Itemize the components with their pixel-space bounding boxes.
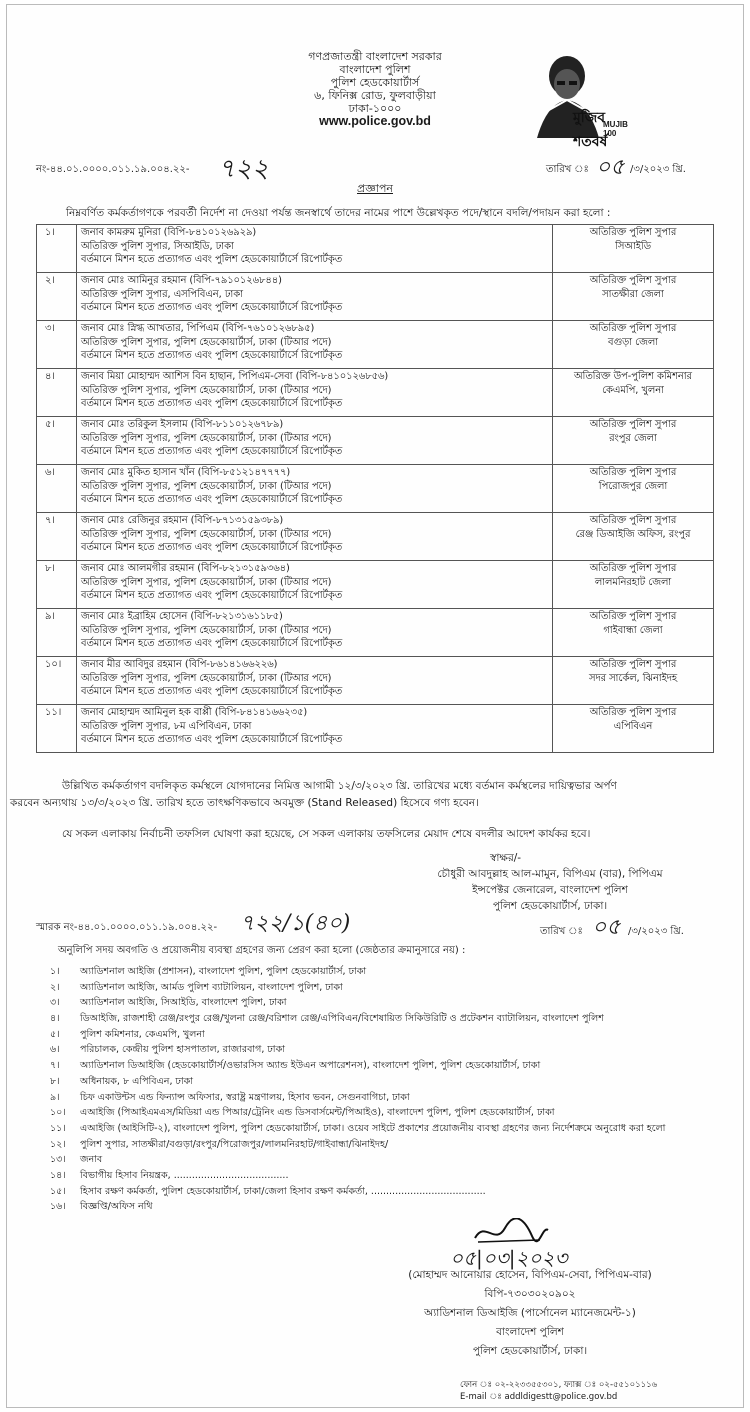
cc-item-number: ১৪। xyxy=(50,1169,66,1181)
signer2-office: পুলিশ হেডকোয়ার্টার্স, ঢাকা। xyxy=(472,1345,588,1357)
contact-email[interactable]: E-mail ঃ addldigestt@police.gov.bd xyxy=(460,1392,618,1402)
org-name: বাংলাদেশ পুলিশ xyxy=(339,63,411,76)
signer-name: চৌধুরী আবদুল্লাহ আল-মামুন, বিপিএম (বার), পিপিএম xyxy=(437,868,663,880)
signer2-bp: বিপি-৭৩০৩০২০৯০২ xyxy=(484,1288,576,1300)
cc-item xyxy=(50,995,710,1011)
officer-details xyxy=(77,465,553,513)
officer-details xyxy=(77,513,553,561)
contact-phone: ফোন ঃ ০২-২২৩৩৫৫৩০১, ফ্যাক্স ঃ ০২-৫৫১০১১১৬ xyxy=(460,1380,658,1390)
cc-item-text: বিজ্ঞপ্তি/অফিস নথি xyxy=(80,1201,153,1213)
officer-note: বর্তমানে মিশন হতে প্রত্যাগত এবং পুলিশ হেডকোয়ার্টার্সে রিপোর্টকৃত xyxy=(81,350,343,361)
letterhead xyxy=(0,50,750,128)
destination-place: সিআইডি xyxy=(615,240,651,252)
notice-title: প্রজ্ঞাপন xyxy=(357,182,393,195)
destination-post: অতিরিক্ত পুলিশ সুপার xyxy=(589,707,677,718)
officer-name: জনাব মোঃ রেজিনুর রহমান (বিপি-৮৭১৩১৫৯৩৮৯) xyxy=(81,515,284,526)
officer-post: অতিরিক্ত পুলিশ সুপার, পুলিশ হেডকোয়ার্টার্স, ঢাকা (টিআর পদে) xyxy=(81,384,332,396)
signer2-org: বাংলাদেশ পুলিশ xyxy=(496,1326,564,1338)
cc-item-text: পুলিশ সুপার, সাতক্ষীরা/বগুড়া/রংপুর/পিরোজপুর/লালমনিরহাট/গাইবান্ধা/ঝিনাইদহ/ xyxy=(80,1138,389,1150)
cc-item xyxy=(50,1011,710,1027)
signer2-name: (মোহাম্মদ আনোয়ার হোসেন, বিপিএম-সেবা, পিপিএম-বার) xyxy=(408,1269,652,1281)
cc-item-text: ডিআইজি, রাজশাহী রেঞ্জ/রংপুর রেঞ্জ/খুলনা রেঞ্জ/বরিশাল রেঞ্জ/এপিবিএন/বিশেষায়িত সিকিউরিটি ও প্রটেকশন ব্যাটালিয়ন, বাংলাদেশ পুলিশ xyxy=(80,1013,604,1025)
officer-name: জনাব মোঃ আমিনুর রহমান (বিপি-৭৯১০১২৬৮৪৪) xyxy=(81,275,282,286)
handwritten-memo-no: ৭২২/১(৪০) xyxy=(240,911,351,936)
destination xyxy=(553,705,714,753)
release-text-2: করবেন অন্যথায় ১৩/৩/২০২৩ খ্রি. তারিখ হতে তাৎক্ষণিকভাবে অবমুক্ত (Stand Released) হিসেবে গণ্য হবেন। xyxy=(10,797,479,809)
officer-note: বর্তমানে মিশন হতে প্রত্যাগত এবং পুলিশ হেডকোয়ার্টার্সে রিপোর্টকৃত xyxy=(81,638,343,649)
logo-text: মুজিব শতবর্ষ xyxy=(573,110,608,150)
serial-no: ৫। xyxy=(37,417,77,465)
cc-item xyxy=(50,1152,710,1168)
serial-no: ২। xyxy=(37,273,77,321)
officer-name: জনাব মোঃ স্নিগ্ধ আখতার, পিপিএম (বিপি-৭৬১০১২৬৮৯৫) xyxy=(81,323,315,334)
destination-post: অতিরিক্ত পুলিশ সুপার xyxy=(589,227,677,238)
destination xyxy=(553,321,714,369)
officer-note: বর্তমানে মিশন হতে প্রত্যাগত এবং পুলিশ হেডকোয়ার্টার্সে রিপোর্টকৃত xyxy=(81,254,343,265)
officer-post: অতিরিক্ত পুলিশ সুপার, পুলিশ হেডকোয়ার্টার্স, ঢাকা (টিআর পদে) xyxy=(81,576,332,588)
signature-block-1 xyxy=(400,850,700,914)
memo-number: স্মারক নং-৪৪.০১.০০০০.০১১.১৯.০০৪.২২- xyxy=(36,922,218,933)
officer-note: বর্তমানে মিশন হতে প্রত্যাগত এবং পুলিশ হেডকোয়ার্টার্সে রিপোর্টকৃত xyxy=(81,542,343,553)
city-line: ঢাকা-১০০০ xyxy=(348,102,402,115)
cc-item xyxy=(50,1199,710,1215)
transfer-row xyxy=(37,561,714,609)
officer-details xyxy=(77,657,553,705)
cc-item-number: ৭। xyxy=(50,1060,60,1072)
officer-note: বর্তমানে মিশন হতে প্রত্যাগত এবং পুলিশ হেডকোয়ার্টার্সে রিপোর্টকৃত xyxy=(81,590,343,601)
destination-post: অতিরিক্ত পুলিশ সুপার xyxy=(589,659,677,670)
cc-item xyxy=(50,1058,710,1074)
transfer-table xyxy=(36,224,714,753)
destination-post: অতিরিক্ত পুলিশ সুপার xyxy=(589,275,677,286)
officer-note: বর্তমানে মিশন হতে প্রত্যাগত এবং পুলিশ হেডকোয়ার্টার্সে রিপোর্টকৃত xyxy=(81,302,343,313)
officer-note: বর্তমানে মিশন হতে প্রত্যাগত এবং পুলিশ হেডকোয়ার্টার্সে রিপোর্টকৃত xyxy=(81,686,343,697)
cc-item-text: পরিচালক, কেন্দ্রীয় পুলিশ হাসপাতাল, রাজারবাগ, ঢাকা xyxy=(80,1044,285,1056)
officer-name: জনাব মিয়া মোহাম্মদ আশিস বিন হাছান, পিপিএম-সেবা (বিপি-৮৪১০১২৬৮৫৬) xyxy=(81,371,389,382)
officer-details xyxy=(77,609,553,657)
transfer-row xyxy=(37,321,714,369)
transfer-row xyxy=(37,513,714,561)
address-line: ৬, ফিনিক্স রোড, ফুলবাড়ীয়া xyxy=(314,89,436,102)
cc-item-number: ৬। xyxy=(50,1044,60,1056)
cc-item-number: ১। xyxy=(50,966,60,977)
officer-details xyxy=(77,369,553,417)
date-rest: /৩/২০২৩ খ্রি. xyxy=(630,164,686,175)
signer2-title: অ্যাডিশনাল ডিআইজি (পার্সোনেল ম্যানেজমেন্ট-১) xyxy=(424,1307,636,1319)
release-text-1: উল্লিখিত কর্মকর্তাগণ বদলিকৃত কর্মস্থলে যোগদানের নিমিত্ত আগামী ১২/৩/২০২৩ খ্রি. তারিখের মধ্যে বর্তমান কর্মস্থলের দায়িত্বভার অর্পণ xyxy=(62,780,617,792)
officer-details xyxy=(77,561,553,609)
cc-item-text: অ্যাডিশনাল ডিআইজি (হেডকোয়ার্টার্স/ওভারসিস অ্যান্ড ইউএন অপারেশনস), বাংলাদেশ পুলিশ, পুলিশ হেডকোয়ার্টার্স, ঢাকা xyxy=(80,1060,541,1072)
govt-name: গণপ্রজাতন্ত্রী বাংলাদেশ সরকার xyxy=(308,50,442,63)
cc-item-text: বিভাগীয় হিসাব নিয়ন্ত্রক, ...................................... xyxy=(80,1169,289,1181)
officer-post: অতিরিক্ত পুলিশ সুপার, পুলিশ হেডকোয়ার্টার্স, ঢাকা (টিআর পদে) xyxy=(81,528,332,540)
signer-title: ইন্সপেক্টর জেনারেল, বাংলাদেশ পুলিশ xyxy=(472,884,628,896)
cc-item xyxy=(50,1137,710,1153)
cc-item-text: চিফ একাউন্টস এন্ড ফিন্যান্স অফিসার, স্বরাষ্ট্র মন্ত্রণালয়, হিসাব ভবন, সেগুনবাগিচা, ঢাকা xyxy=(80,1091,410,1103)
memo-date-rest: /৩/২০২৩ খ্রি. xyxy=(628,926,684,937)
destination-place: বগুড়া জেলা xyxy=(608,336,658,348)
officer-post: অতিরিক্ত পুলিশ সুপার, পুলিশ হেডকোয়ার্টার্স, ঢাকা (টিআর পদে) xyxy=(81,672,332,684)
officer-details xyxy=(77,705,553,753)
reference-number: নং-৪৪.০১.০০০০.০১১.১৯.০০৪.২২- xyxy=(36,164,190,175)
cc-item xyxy=(50,980,710,996)
officer-note: বর্তমানে মিশন হতে প্রত্যাগত এবং পুলিশ হেডকোয়ার্টার্সে রিপোর্টকৃত xyxy=(81,398,343,409)
destination xyxy=(553,369,714,417)
signed-mark: স্বাক্ষর/- xyxy=(490,852,522,864)
cc-list xyxy=(50,964,710,1215)
officer-note: বর্তমানে মিশন হতে প্রত্যাগত এবং পুলিশ হেডকোয়ার্টার্সে রিপোর্টকৃত xyxy=(81,734,343,745)
officer-details xyxy=(77,273,553,321)
cc-item-text: এআইজি (আইসিটি-২), বাংলাদেশ পুলিশ, পুলিশ হেডকোয়ার্টার্স, ঢাকা। ওয়েব সাইটে প্রকাশের প্রয়োজনীয় ব্যবস্থা গ্রহণের জন্য নির্দেশক্রমে অনুরোধ করা হলো xyxy=(80,1122,666,1134)
serial-no: ৮। xyxy=(37,561,77,609)
serial-no: ১০। xyxy=(37,657,77,705)
cc-item xyxy=(50,1184,710,1200)
cc-item-number: ৫। xyxy=(50,1028,60,1040)
cc-item xyxy=(50,1105,710,1121)
cc-item-text: অ্যাডিশনাল আইজি (প্রশাসন), বাংলাদেশ পুলিশ, পুলিশ হেডকোয়ার্টার্স, ঢাকা xyxy=(80,966,367,977)
release-paragraph xyxy=(10,778,716,812)
officer-post: অতিরিক্ত পুলিশ সুপার, ৮ম এপিবিএন, ঢাকা xyxy=(81,720,252,732)
cc-item-number: ২। xyxy=(50,981,60,993)
transfer-row xyxy=(37,417,714,465)
serial-no: ৩। xyxy=(37,321,77,369)
destination-place: রংপুর জেলা xyxy=(609,432,657,444)
destination xyxy=(553,225,714,273)
serial-no: ১। xyxy=(37,225,77,273)
officer-name: জনাব মোঃ ইব্রাহিম হোসেন (বিপি-৮২১৩১৬১১৮৫) xyxy=(81,611,283,622)
transfer-row xyxy=(37,273,714,321)
transfer-row xyxy=(37,369,714,417)
destination-place: সাতক্ষীরা জেলা xyxy=(602,288,664,300)
mujib-100-logo xyxy=(527,48,635,150)
transfer-row xyxy=(37,609,714,657)
serial-no: ৯। xyxy=(37,609,77,657)
cc-item-number: ৪। xyxy=(50,1013,60,1025)
officer-post: অতিরিক্ত পুলিশ সুপার, এসপিবিএন, ঢাকা xyxy=(81,288,243,300)
officer-name: জনাব মোহাম্মদ আমিনুল হক বাপ্পী (বিপি-৮৪১৪১৬৬২৩৫) xyxy=(81,707,308,718)
destination-place: সদর সার্কেল, ঝিনাইদহ xyxy=(588,672,678,684)
destination-post: অতিরিক্ত পুলিশ সুপার xyxy=(589,563,677,574)
transfer-row xyxy=(37,465,714,513)
officer-note: বর্তমানে মিশন হতে প্রত্যাগত এবং পুলিশ হেডকোয়ার্টার্সে রিপোর্টকৃত xyxy=(81,494,343,505)
officer-post: অতিরিক্ত পুলিশ সুপার, পুলিশ হেডকোয়ার্টার্স, ঢাকা (টিআর পদে) xyxy=(81,432,332,444)
destination-place: লালমনিরহাট জেলা xyxy=(594,576,672,588)
cc-item-text: অ্যাডিশনাল আইজি, সিআইডি, বাংলাদেশ পুলিশ, ঢাকা xyxy=(80,997,287,1009)
election-paragraph: যে সকল এলাকায় নির্বাচনী তফসিল ঘোষণা করা হয়েছে, সে সকল এলাকায় তফসিলের মেয়াদ শেষে বদলীর আদেশ কার্যকর হবে। xyxy=(62,828,591,840)
officer-name: জনাব মোঃ মুকিত হাসান খাঁন (বিপি-৮৫১২১৪৭৭৭৭) xyxy=(81,467,291,478)
cc-item-text: হিসাব রক্ষণ কর্মকর্তা, পুলিশ হেডকোয়ার্টার্স, ঢাকা/জেলা হিসাব রক্ষণ কর্মকর্তা, ...................................... xyxy=(80,1185,486,1197)
memo-date-day: ০৫ xyxy=(592,915,621,940)
destination-post: অতিরিক্ত পুলিশ সুপার xyxy=(589,323,677,334)
cc-item-text: এআইজি (পিআইএমএস/মিডিয়া এন্ড পিআর/ট্রেনিং এন্ড ডিসবার্সমেন্ট/পিআইও), বাংলাদেশ পুলিশ, পুলিশ হেডকোয়ার্টার্স, ঢাকা xyxy=(80,1107,555,1119)
date-label: তারিখ ঃ xyxy=(546,164,589,175)
cc-item xyxy=(50,1074,710,1090)
transfer-row xyxy=(37,225,714,273)
cc-item-text: অ্যাডিশনাল আইজি, আর্মড পুলিশ ব্যাটালিয়ন, বাংলাদেশ পুলিশ, ঢাকা xyxy=(80,981,343,993)
officer-details xyxy=(77,321,553,369)
intro-text: নিম্নবর্ণিত কর্মকর্তাগণকে পরবর্তী নির্দেশ না দেওয়া পর্যন্ত জনস্বার্থে তাদের নামের পাশে উল্লেখকৃত পদে/স্থানে বদলি/পদায়ন করা হলো : xyxy=(66,207,611,219)
cc-item-number: ১০। xyxy=(50,1107,66,1119)
officer-post: অতিরিক্ত পুলিশ সুপার, পুলিশ হেডকোয়ার্টার্স, ঢাকা (টিআর পদে) xyxy=(81,336,332,348)
cc-intro: অনুলিপি সদয় অবগতি ও প্রয়োজনীয় ব্যবস্থা গ্রহণের জন্য প্রেরণ করা হলো (জেষ্ঠতার ক্রমানুসারে নয়) : xyxy=(58,945,466,956)
cc-item-number: ৮। xyxy=(50,1075,60,1087)
cc-item-text: অধিনায়ক, ৮ এপিবিএন, ঢাকা xyxy=(80,1075,194,1087)
serial-no: ১১। xyxy=(37,705,77,753)
officer-post: অতিরিক্ত পুলিশ সুপার, পুলিশ হেডকোয়ার্টার্স, ঢাকা (টিআর পদে) xyxy=(81,480,332,492)
officer-name: জনাব মীর আবিদুর রহমান (বিপি-৮৬১৪১৬৬২২৬) xyxy=(81,659,278,670)
cc-item xyxy=(50,1168,710,1184)
destination xyxy=(553,513,714,561)
officer-post: অতিরিক্ত পুলিশ সুপার, সিআইডি, ঢাকা xyxy=(81,240,234,252)
destination-post: অতিরিক্ত পুলিশ সুপার xyxy=(589,419,677,430)
serial-no: ৬। xyxy=(37,465,77,513)
cc-item xyxy=(50,1027,710,1043)
destination-place: এপিবিএন xyxy=(613,720,653,732)
signer-office: পুলিশ হেডকোয়ার্টার্স, ঢাকা। xyxy=(492,900,608,912)
destination-place: গাইবান্ধা জেলা xyxy=(603,624,663,636)
destination xyxy=(553,273,714,321)
officer-name: জনাব কামরুম মুনিরা (বিপি-৮৪১০১২৬৯২৯) xyxy=(81,227,257,238)
destination xyxy=(553,465,714,513)
cc-item-text: জনাব xyxy=(80,1154,103,1166)
destination xyxy=(553,561,714,609)
handwritten-ref-no: ৭২২ xyxy=(218,154,269,184)
destination-post: অতিরিক্ত উপ-পুলিশ কমিশনার xyxy=(574,371,692,382)
officer-details xyxy=(77,225,553,273)
transfer-row xyxy=(37,657,714,705)
signature-block-2 xyxy=(380,1266,680,1361)
logo-text-2: MUJIB 100 xyxy=(603,120,628,138)
cc-item-number: ১৬। xyxy=(50,1201,66,1213)
officer-post: অতিরিক্ত পুলিশ সুপার, পুলিশ হেডকোয়ার্টার্স, ঢাকা (টিআর পদে) xyxy=(81,624,332,636)
destination-post: অতিরিক্ত পুলিশ সুপার xyxy=(589,611,677,622)
officer-name: জনাব মোঃ তরিকুল ইসলাম (বিপি-৮১১০১২৬৭৮৯) xyxy=(81,419,284,430)
destination xyxy=(553,657,714,705)
transfer-row xyxy=(37,705,714,753)
serial-no: ৭। xyxy=(37,513,77,561)
destination xyxy=(553,609,714,657)
date-day: ০৫ xyxy=(596,155,625,180)
destination-place: রেঞ্জ ডিআইজি অফিস, রংপুর xyxy=(575,528,691,540)
handwritten-sign-date: ০৫|০৩|২০২৩ xyxy=(450,1246,568,1270)
cc-item-number: ১৩। xyxy=(50,1154,66,1166)
destination-post: অতিরিক্ত পুলিশ সুপার xyxy=(589,515,677,526)
destination xyxy=(553,417,714,465)
cc-item-number: ৩। xyxy=(50,997,60,1009)
cc-item xyxy=(50,1090,710,1106)
destination-place: পিরোজপুর জেলা xyxy=(598,480,668,492)
cc-item-number: ১১। xyxy=(50,1122,66,1134)
officer-note: বর্তমানে মিশন হতে প্রত্যাগত এবং পুলিশ হেডকোয়ার্টার্সে রিপোর্টকৃত xyxy=(81,446,343,457)
cc-item-number: ১৫। xyxy=(50,1185,66,1197)
destination-place: কেএমপি, খুলনা xyxy=(602,384,664,396)
website-link[interactable]: www.police.gov.bd xyxy=(319,114,431,128)
memo-date-label: তারিখ ঃ xyxy=(540,926,583,937)
cc-item-number: ১২। xyxy=(50,1138,66,1150)
cc-item xyxy=(50,964,710,980)
officer-name: জনাব মোঃ আলমগীর রহমান (বিপি-৮২১৩১৫৯৩৬৪) xyxy=(81,563,290,574)
cc-item xyxy=(50,1121,710,1137)
cc-item-text: পুলিশ কমিশনার, কেএমপি, খুলনা xyxy=(80,1028,205,1040)
cc-item-number: ৯। xyxy=(50,1091,60,1103)
officer-details xyxy=(77,417,553,465)
office-name: পুলিশ হেডকোয়ার্টার্স xyxy=(330,76,420,89)
serial-no: ৪। xyxy=(37,369,77,417)
cc-item xyxy=(50,1042,710,1058)
destination-post: অতিরিক্ত পুলিশ সুপার xyxy=(589,467,677,478)
